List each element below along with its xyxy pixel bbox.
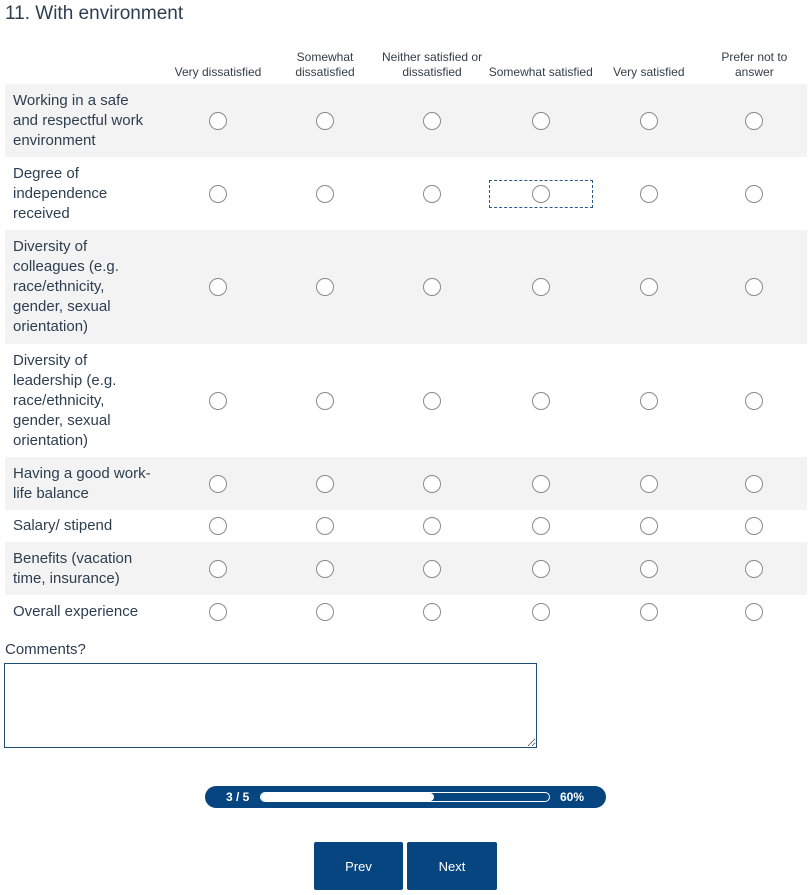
- column-header: Somewhat dissatisfied: [295, 50, 355, 79]
- radio-cell: [596, 457, 702, 510]
- radio-cell: [272, 344, 379, 457]
- radio-button[interactable]: [423, 278, 441, 296]
- radio-button[interactable]: [209, 392, 227, 410]
- column-header: Somewhat satisfied: [488, 65, 593, 79]
- question-title: 11. With environment: [5, 3, 184, 24]
- comments-textarea[interactable]: [4, 663, 537, 748]
- radio-cell: [272, 84, 379, 157]
- table-row: [5, 457, 807, 510]
- radio-button[interactable]: [532, 475, 550, 493]
- radio-button[interactable]: [423, 560, 441, 578]
- radio-cell: [272, 510, 379, 542]
- progress-page: 3 / 5: [226, 790, 250, 804]
- radio-cell: [272, 230, 379, 344]
- progress-fill: [261, 793, 434, 801]
- radio-cell: [596, 230, 702, 344]
- radio-cell: [379, 457, 486, 510]
- radio-button[interactable]: [745, 185, 763, 203]
- radio-button[interactable]: [532, 560, 550, 578]
- radio-button[interactable]: [532, 112, 550, 130]
- radio-cell: [165, 157, 272, 230]
- radio-button[interactable]: [640, 517, 658, 535]
- radio-button[interactable]: [745, 112, 763, 130]
- radio-cell: [379, 230, 486, 344]
- radio-cell: [379, 84, 486, 157]
- radio-cell: [596, 84, 702, 157]
- radio-button[interactable]: [745, 517, 763, 535]
- radio-button[interactable]: [209, 185, 227, 203]
- table-row: [5, 344, 807, 457]
- radio-cell: [596, 542, 702, 595]
- radio-cell: [702, 344, 807, 457]
- radio-button[interactable]: [209, 517, 227, 535]
- progress-percent: 60%: [560, 790, 585, 804]
- radio-cell: [165, 542, 272, 595]
- next-button[interactable]: Next: [407, 842, 497, 890]
- table-row: [5, 542, 807, 595]
- radio-button[interactable]: [423, 475, 441, 493]
- radio-button[interactable]: [532, 278, 550, 296]
- radio-button[interactable]: [745, 392, 763, 410]
- radio-button[interactable]: [423, 392, 441, 410]
- radio-cell: [165, 84, 272, 157]
- radio-cell: [165, 595, 272, 628]
- column-header: Neither satisfied or dissatisfied: [382, 50, 483, 79]
- table-row: [5, 84, 807, 157]
- radio-cell: [379, 595, 486, 628]
- radio-button[interactable]: [316, 112, 334, 130]
- radio-cell: [596, 157, 702, 230]
- radio-cell: [702, 157, 807, 230]
- radio-button[interactable]: [423, 517, 441, 535]
- radio-cell: [165, 510, 272, 542]
- table-row: [5, 595, 807, 628]
- radio-cell: [486, 230, 596, 344]
- radio-button[interactable]: [316, 560, 334, 578]
- radio-cell: [702, 457, 807, 510]
- radio-cell: [596, 510, 702, 542]
- radio-cell: [165, 230, 272, 344]
- radio-cell: [702, 510, 807, 542]
- radio-cell: [486, 344, 596, 457]
- row-label: Benefits (vacation time, insurance): [5, 542, 165, 595]
- radio-button[interactable]: [316, 278, 334, 296]
- column-header: Very dissatisfied: [174, 65, 262, 79]
- radio-button[interactable]: [316, 475, 334, 493]
- radio-cell: [702, 84, 807, 157]
- radio-button[interactable]: [423, 603, 441, 621]
- radio-button[interactable]: [316, 392, 334, 410]
- radio-cell: [379, 157, 486, 230]
- progress-bar: [205, 786, 606, 808]
- radio-button[interactable]: [316, 603, 334, 621]
- radio-cell: [486, 84, 596, 157]
- progress-track: [260, 792, 550, 802]
- radio-button[interactable]: [532, 185, 550, 203]
- radio-button[interactable]: [640, 112, 658, 130]
- radio-cell: [702, 542, 807, 595]
- radio-cell: [272, 595, 379, 628]
- radio-button[interactable]: [532, 517, 550, 535]
- radio-cell: [486, 542, 596, 595]
- radio-button[interactable]: [745, 278, 763, 296]
- corner-header: [5, 50, 165, 84]
- row-label: Having a good work-life balance: [5, 457, 165, 510]
- radio-button[interactable]: [532, 603, 550, 621]
- radio-cell: [272, 157, 379, 230]
- table-row: [5, 230, 807, 344]
- radio-button[interactable]: [423, 112, 441, 130]
- radio-button[interactable]: [640, 475, 658, 493]
- radio-cell: [379, 542, 486, 595]
- row-label: Overall experience: [13, 602, 139, 620]
- radio-cell: [702, 230, 807, 344]
- radio-button[interactable]: [316, 185, 334, 203]
- radio-button[interactable]: [640, 603, 658, 621]
- radio-cell: [272, 457, 379, 510]
- column-header: Very satisfied: [613, 65, 685, 79]
- radio-button[interactable]: [209, 112, 227, 130]
- comments-label: Comments?: [5, 641, 86, 658]
- prev-button[interactable]: Prev: [314, 842, 403, 890]
- radio-cell: [272, 542, 379, 595]
- radio-button[interactable]: [209, 560, 227, 578]
- radio-button[interactable]: [745, 475, 763, 493]
- matrix-table: [5, 50, 807, 628]
- radio-button[interactable]: [640, 278, 658, 296]
- focus-outline: [489, 180, 593, 208]
- radio-button[interactable]: [640, 392, 658, 410]
- radio-cell: [165, 457, 272, 510]
- row-label: Working in a safe and respectful work environment: [5, 84, 165, 157]
- radio-button[interactable]: [209, 603, 227, 621]
- radio-cell: [165, 344, 272, 457]
- radio-button[interactable]: [745, 560, 763, 578]
- radio-button[interactable]: [745, 603, 763, 621]
- radio-cell: [702, 595, 807, 628]
- radio-button[interactable]: [423, 185, 441, 203]
- radio-cell: [596, 344, 702, 457]
- radio-button[interactable]: [209, 475, 227, 493]
- row-label: Diversity of colleagues (e.g. race/ethnicity, gender, sexual orientation): [5, 230, 165, 344]
- radio-cell: [486, 457, 596, 510]
- row-label: Diversity of leadership (e.g. race/ethnicity, gender, sexual orientation): [13, 351, 117, 449]
- radio-cell: [486, 595, 596, 628]
- row-label: Degree of independence received: [13, 164, 108, 222]
- radio-button[interactable]: [640, 185, 658, 203]
- radio-cell: [379, 344, 486, 457]
- row-label: Salary/ stipend: [13, 517, 113, 534]
- radio-button[interactable]: [316, 517, 334, 535]
- radio-cell: [486, 157, 596, 230]
- radio-button[interactable]: [209, 278, 227, 296]
- radio-cell: [379, 510, 486, 542]
- radio-button[interactable]: [640, 560, 658, 578]
- radio-button[interactable]: [532, 392, 550, 410]
- column-header: Prefer not to answer: [721, 50, 788, 79]
- table-row: [5, 510, 807, 542]
- table-row: [5, 157, 807, 230]
- radio-cell: [596, 595, 702, 628]
- radio-cell: [486, 510, 596, 542]
